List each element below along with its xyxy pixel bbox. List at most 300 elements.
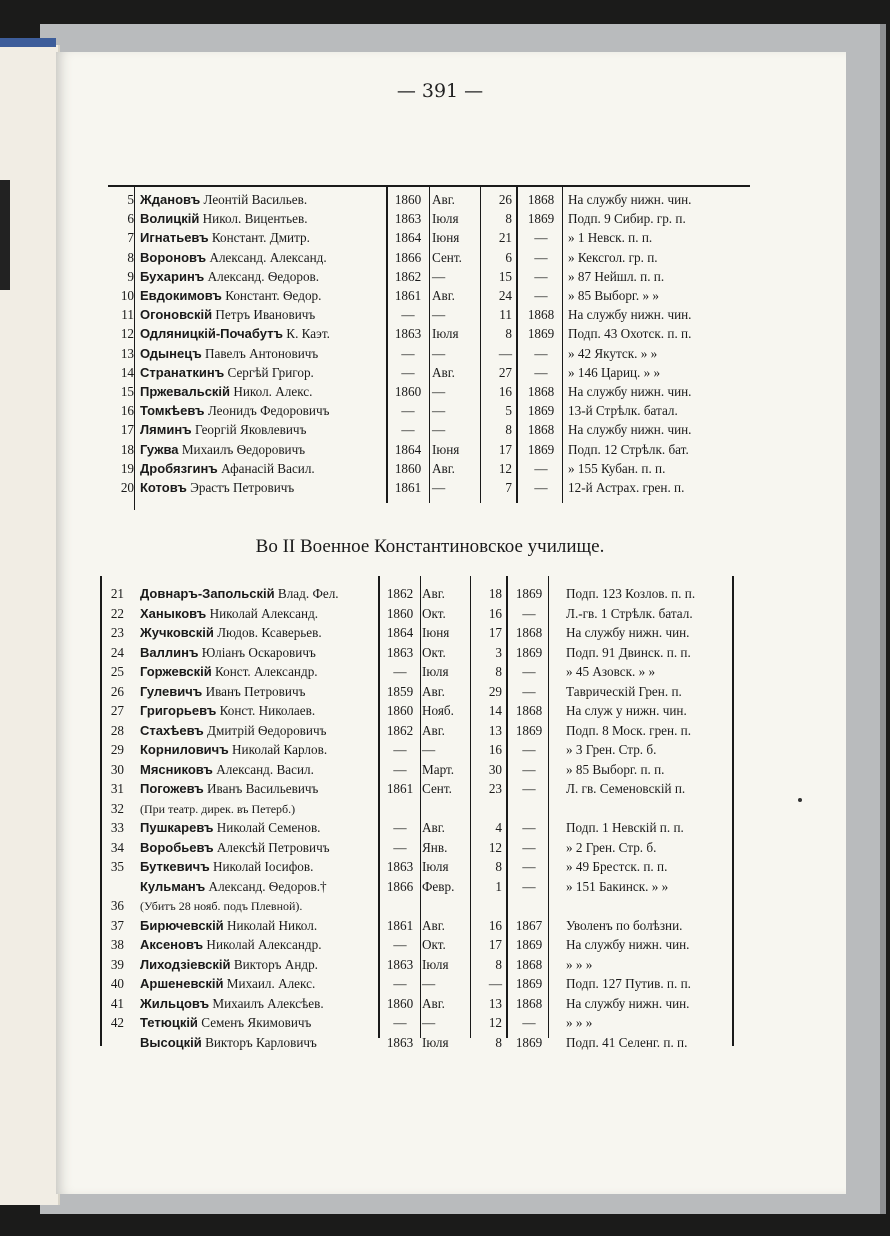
admission-day: 26 bbox=[498, 192, 512, 207]
assignment: Подп. 12 Стрѣлк. бат. bbox=[568, 441, 689, 457]
graduation-year: — bbox=[534, 460, 548, 476]
table-row bbox=[100, 228, 750, 247]
surname: Мясниковъ bbox=[140, 761, 213, 777]
birth-year: 1863 bbox=[386, 859, 414, 874]
surname: Григорьевъ bbox=[140, 703, 217, 718]
row-number: 19 bbox=[120, 460, 134, 476]
assignment: » 49 Брестск. п. п. bbox=[566, 859, 668, 874]
admission-month: Іюня bbox=[422, 625, 450, 640]
admission-month: Авг. bbox=[432, 364, 455, 380]
assignment: Л.-гв. 1 Стрѣлк. батал. bbox=[566, 605, 693, 621]
row-number: 22 bbox=[110, 605, 124, 621]
assignment: » » » bbox=[566, 1015, 593, 1030]
graduation-year: — bbox=[534, 230, 548, 246]
assignment: На службу нижн. чин. bbox=[568, 192, 692, 207]
graduation-year: 1869 bbox=[515, 937, 543, 952]
assignment: Подп. 127 Путив. п. п. bbox=[566, 976, 691, 991]
assignment: На службу нижн. чин. bbox=[566, 625, 690, 640]
row-number: 18 bbox=[120, 441, 134, 457]
given-names: Леонтій Васильев. bbox=[203, 192, 308, 207]
graduation-year: — bbox=[522, 1015, 536, 1030]
admission-day: 12 bbox=[488, 1015, 502, 1030]
assignment: 12-й Астрах. грен. п. bbox=[568, 480, 685, 495]
graduation-year: 1868 bbox=[515, 703, 543, 718]
given-names: Никол. Алекс. bbox=[233, 384, 313, 399]
assignment: На службу нижн. чин. bbox=[566, 995, 690, 1011]
cadet-table-1 bbox=[100, 185, 750, 510]
admission-day: 6 bbox=[505, 249, 512, 265]
admission-month: Февр. bbox=[422, 878, 455, 894]
cadet-table-2 bbox=[100, 576, 740, 1050]
admission-month: Авг. bbox=[432, 192, 455, 207]
surname: Котовъ bbox=[140, 480, 187, 495]
table-row bbox=[100, 190, 750, 209]
surname: Валлинъ bbox=[140, 644, 199, 660]
table-row bbox=[100, 324, 750, 343]
person-name bbox=[140, 248, 327, 267]
birth-year: — bbox=[393, 820, 407, 835]
table-row bbox=[100, 440, 750, 459]
given-names: Никол. Вицентьев. bbox=[202, 211, 308, 227]
admission-day: 1 bbox=[495, 878, 502, 894]
graduation-year: 1869 bbox=[527, 441, 555, 457]
person-name bbox=[140, 760, 314, 779]
graduation-year: 1868 bbox=[515, 995, 543, 1011]
assignment: » 45 Азовск. » » bbox=[566, 664, 656, 679]
row-number: 20 bbox=[120, 480, 134, 495]
surname: Странаткинъ bbox=[140, 364, 225, 380]
assignment: На службу нижн. чин. bbox=[566, 937, 690, 952]
admission-day: 7 bbox=[505, 480, 512, 495]
admission-month: Авг. bbox=[422, 995, 445, 1011]
admission-day: 16 bbox=[488, 917, 502, 933]
person-name bbox=[140, 877, 327, 896]
admission-day: 12 bbox=[498, 460, 512, 476]
birth-year: 1859 bbox=[386, 683, 414, 699]
admission-day: 21 bbox=[498, 230, 512, 246]
column-rule bbox=[429, 185, 430, 503]
assignment: Л. гв. Семеновскій п. bbox=[566, 781, 686, 796]
table-row bbox=[100, 363, 750, 382]
admission-day: 16 bbox=[488, 742, 502, 757]
row-number: 11 bbox=[121, 307, 134, 323]
section-title: Во II Военное Константиновское училище. bbox=[255, 536, 605, 557]
row-number: 13 bbox=[120, 345, 134, 361]
given-names: Александ. Александ. bbox=[209, 249, 327, 265]
admission-month: Сент. bbox=[432, 249, 462, 265]
row-number: 9 bbox=[127, 268, 134, 284]
table-row bbox=[100, 382, 750, 401]
graduation-year: 1868 bbox=[527, 422, 555, 438]
admission-month: Авг. bbox=[432, 288, 455, 303]
graduation-year: 1869 bbox=[515, 644, 543, 660]
graduation-year: 1869 bbox=[527, 403, 555, 419]
graduation-year: — bbox=[522, 742, 536, 757]
row-number: 8 bbox=[127, 249, 134, 265]
surname: Дробязгинъ bbox=[140, 460, 218, 476]
person-name bbox=[140, 420, 306, 439]
birth-year: 1861 bbox=[386, 781, 414, 796]
birth-year: — bbox=[401, 403, 415, 419]
row-number: 14 bbox=[120, 364, 134, 380]
graduation-year: — bbox=[522, 683, 536, 699]
row-number: 24 bbox=[110, 644, 124, 660]
column-rule bbox=[134, 185, 135, 510]
given-names: Николай Іосифов. bbox=[212, 859, 314, 874]
given-names: Юліанъ Оскаровичъ bbox=[201, 644, 316, 660]
admission-month: Авг. bbox=[422, 820, 445, 835]
graduation-year: — bbox=[522, 781, 536, 796]
person-name bbox=[140, 584, 339, 603]
admission-day: 12 bbox=[488, 839, 502, 855]
row-number: 36 bbox=[110, 898, 124, 913]
admission-month: Нояб. bbox=[422, 703, 454, 718]
surname: Аршеневскій bbox=[140, 976, 224, 991]
row-number: 30 bbox=[110, 761, 124, 777]
surname: Погожевъ bbox=[140, 781, 204, 796]
row-number: 41 bbox=[110, 995, 124, 1011]
surname: Пушкаревъ bbox=[140, 820, 214, 835]
row-number: 35 bbox=[110, 859, 124, 874]
birth-year: 1862 bbox=[386, 722, 414, 738]
column-rule bbox=[100, 576, 102, 1046]
given-names: Георгій Яковлевичъ bbox=[194, 422, 307, 438]
person-name bbox=[140, 267, 319, 286]
given-names: Михаилъ Алексѣев. bbox=[212, 995, 324, 1011]
admission-day: — bbox=[488, 976, 502, 991]
page-speck bbox=[798, 798, 802, 802]
admission-day: 24 bbox=[498, 288, 512, 303]
table-row bbox=[100, 209, 750, 228]
row-number: 6 bbox=[127, 211, 134, 227]
person-name bbox=[140, 440, 305, 459]
surname: Буткевичъ bbox=[140, 859, 210, 874]
row-number: 15 bbox=[120, 384, 134, 399]
assignment: » 85 Выборг. » » bbox=[568, 288, 659, 303]
surname: Горжевскій bbox=[140, 664, 212, 679]
page-number: — 391 — bbox=[396, 80, 484, 102]
assignment: » 3 Грен. Стр. б. bbox=[566, 742, 657, 757]
row-number: 39 bbox=[110, 956, 124, 972]
given-names: (При театр. дирек. въ Петерб.) bbox=[140, 801, 296, 816]
table-row bbox=[100, 305, 750, 324]
assignment: » 155 Кубан. п. п. bbox=[568, 460, 666, 476]
birth-year: — bbox=[393, 742, 407, 757]
row-number: 12 bbox=[120, 326, 134, 342]
given-names: Влад. Фел. bbox=[277, 586, 339, 601]
admission-day: 17 bbox=[488, 625, 502, 640]
assignment: Подп. 43 Охотск. п. п. bbox=[568, 326, 692, 342]
admission-month: Іюля bbox=[422, 664, 449, 679]
admission-day: 11 bbox=[499, 307, 512, 323]
given-names: Александ. Ѳедоров. bbox=[207, 268, 320, 284]
given-names: Николай Карлов. bbox=[232, 742, 328, 757]
column-rule bbox=[378, 576, 380, 1038]
row-number: 10 bbox=[120, 288, 134, 303]
person-name bbox=[140, 857, 313, 876]
admission-month: — bbox=[432, 422, 446, 438]
surname: Стахѣевъ bbox=[140, 722, 204, 738]
surname: Аксеновъ bbox=[140, 937, 204, 952]
admission-month: — bbox=[432, 403, 446, 419]
person-name bbox=[140, 623, 322, 642]
admission-day: 3 bbox=[495, 644, 502, 660]
graduation-year: 1869 bbox=[515, 722, 543, 738]
admission-day: 23 bbox=[488, 781, 502, 796]
person-name bbox=[140, 344, 318, 363]
given-names: Констант. Ѳедор. bbox=[225, 288, 322, 303]
person-name bbox=[140, 994, 324, 1013]
person-name bbox=[140, 916, 317, 935]
assignment: На службу нижн. чин. bbox=[568, 384, 692, 399]
given-names: Констант. Дмитр. bbox=[211, 230, 310, 246]
row-number: 40 bbox=[110, 976, 124, 991]
given-names: Леонидъ Федоровичъ bbox=[207, 403, 330, 419]
column-rule bbox=[386, 185, 388, 503]
row-number: 38 bbox=[110, 937, 124, 952]
admission-day: 16 bbox=[498, 384, 512, 399]
birth-year: 1861 bbox=[386, 917, 414, 933]
graduation-year: 1869 bbox=[527, 211, 555, 227]
person-name bbox=[140, 896, 302, 916]
assignment: Подп. 9 Сибир. гр. п. bbox=[568, 211, 686, 227]
assignment: » 42 Якутск. » » bbox=[568, 345, 658, 361]
admission-day: 4 bbox=[495, 820, 502, 835]
birth-year: — bbox=[401, 307, 415, 323]
given-names: Петръ Ивановичъ bbox=[215, 307, 316, 323]
given-names: Конст. Николаев. bbox=[219, 703, 316, 718]
admission-month: Авг. bbox=[422, 917, 445, 933]
person-name bbox=[140, 662, 318, 681]
birth-year: 1861 bbox=[394, 288, 422, 303]
left-page-mark bbox=[0, 180, 10, 290]
graduation-year: — bbox=[534, 288, 548, 303]
column-rule bbox=[562, 185, 563, 503]
admission-month: Сент. bbox=[422, 781, 452, 796]
surname: Высоцкій bbox=[140, 1034, 202, 1050]
admission-day: 13 bbox=[488, 995, 502, 1011]
given-names: Викторъ Андр. bbox=[233, 956, 318, 972]
birth-year: — bbox=[401, 364, 415, 380]
table-row bbox=[100, 459, 750, 478]
admission-month: — bbox=[432, 268, 446, 284]
admission-month: — bbox=[432, 480, 446, 495]
assignment: Уволенъ по болѣзни. bbox=[566, 917, 683, 933]
assignment: На службу нижн. чин. bbox=[568, 422, 692, 438]
given-names: Александ. Ѳедоров.† bbox=[208, 878, 327, 894]
graduation-year: — bbox=[522, 605, 536, 621]
person-name bbox=[140, 324, 330, 343]
surname: Воробьевъ bbox=[140, 839, 214, 855]
birth-year: 1860 bbox=[386, 605, 414, 621]
surname: Гужва bbox=[140, 441, 179, 457]
admission-day: 18 bbox=[488, 586, 502, 601]
birth-year: — bbox=[393, 1015, 407, 1030]
surname: Ляминъ bbox=[140, 422, 192, 438]
row-number: 25 bbox=[110, 664, 124, 679]
admission-month: — bbox=[432, 307, 446, 323]
row-number: 5 bbox=[127, 192, 134, 207]
person-name bbox=[140, 478, 294, 497]
birth-year: 1863 bbox=[394, 211, 422, 227]
graduation-year: — bbox=[522, 761, 536, 777]
given-names: Николай Никол. bbox=[226, 917, 318, 933]
assignment: Подп. 91 Двинск. п. п. bbox=[566, 644, 691, 660]
admission-day: 8 bbox=[495, 1034, 502, 1050]
row-number: 28 bbox=[110, 722, 124, 738]
assignment: Таврическій Грен. п. bbox=[566, 683, 682, 699]
admission-month: Авг. bbox=[422, 586, 445, 601]
given-names: Людов. Ксаверьев. bbox=[217, 625, 322, 640]
graduation-year: — bbox=[534, 249, 548, 265]
assignment: На службу нижн. чин. bbox=[568, 307, 692, 323]
birth-year: — bbox=[401, 345, 415, 361]
birth-year: 1862 bbox=[386, 586, 414, 601]
given-names: Конст. Александр. bbox=[215, 664, 318, 679]
admission-month: Март. bbox=[422, 761, 455, 777]
person-name bbox=[140, 955, 318, 974]
person-name bbox=[140, 305, 315, 324]
assignment: » 85 Выборг. п. п. bbox=[566, 761, 665, 777]
row-number: 21 bbox=[110, 586, 124, 601]
row-number: 37 bbox=[110, 917, 124, 933]
given-names: Михаилъ Ѳедоровичъ bbox=[181, 441, 306, 457]
row-number: 33 bbox=[110, 820, 124, 835]
admission-month: Авг. bbox=[422, 722, 445, 738]
admission-month: — bbox=[432, 384, 446, 399]
birth-year: 1866 bbox=[394, 249, 422, 265]
row-number: 31 bbox=[110, 781, 124, 796]
graduation-year: — bbox=[522, 859, 536, 874]
column-rule bbox=[506, 576, 508, 1038]
person-name bbox=[140, 838, 330, 857]
birth-year: 1860 bbox=[394, 192, 422, 207]
table-row bbox=[100, 248, 750, 267]
person-name bbox=[140, 974, 315, 993]
admission-day: 16 bbox=[488, 605, 502, 621]
person-name bbox=[140, 935, 322, 954]
surname: Довнаръ-Запольскій bbox=[140, 586, 275, 601]
graduation-year: — bbox=[534, 364, 548, 380]
admission-day: — bbox=[498, 345, 512, 361]
person-name bbox=[140, 643, 316, 662]
given-names: Николай Александ. bbox=[209, 605, 319, 621]
table-row bbox=[100, 286, 750, 305]
given-names: Сергѣй Григор. bbox=[227, 364, 314, 380]
given-names: Семенъ Якимовичъ bbox=[201, 1015, 312, 1030]
person-name bbox=[140, 209, 308, 228]
assignment: Подп. 1 Невскій п. п. bbox=[566, 820, 684, 835]
admission-day: 27 bbox=[498, 364, 512, 380]
row-number: 16 bbox=[120, 403, 134, 419]
given-names: К. Каэт. bbox=[286, 326, 330, 342]
row-number: 17 bbox=[120, 422, 134, 438]
birth-year: 1861 bbox=[394, 480, 422, 495]
person-name bbox=[140, 382, 312, 401]
admission-day: 8 bbox=[495, 664, 502, 679]
admission-month: Авг. bbox=[432, 460, 455, 476]
person-name bbox=[140, 740, 327, 759]
surname: Корниловичъ bbox=[140, 742, 229, 757]
admission-day: 8 bbox=[495, 859, 502, 874]
assignment: На служ у нижн. чин. bbox=[566, 703, 687, 718]
surname: Кульманъ bbox=[140, 878, 206, 894]
given-names: (Убитъ 28 нояб. подъ Плевной). bbox=[140, 899, 303, 913]
admission-day: 8 bbox=[495, 956, 502, 972]
given-names: Николай Александр. bbox=[206, 937, 322, 952]
surname: Жучковскій bbox=[140, 625, 214, 640]
birth-year: 1863 bbox=[386, 956, 414, 972]
graduation-year: 1869 bbox=[527, 326, 555, 342]
table-row bbox=[100, 420, 750, 439]
person-name bbox=[140, 459, 315, 478]
graduation-year: 1869 bbox=[515, 1034, 543, 1050]
graduation-year: 1867 bbox=[515, 917, 543, 933]
column-rule bbox=[548, 576, 549, 1038]
row-number: 26 bbox=[110, 683, 124, 699]
graduation-year: — bbox=[534, 345, 548, 361]
assignment: » 151 Бакинск. » » bbox=[566, 878, 669, 894]
birth-year: 1860 bbox=[386, 995, 414, 1011]
assignment: » 146 Цариц. » » bbox=[568, 364, 661, 380]
given-names: Дмитрій Ѳедоровичъ bbox=[207, 722, 327, 738]
assignment: » 87 Нейшл. п. п. bbox=[568, 268, 665, 284]
birth-year: 1864 bbox=[386, 625, 414, 640]
surname: Ханыковъ bbox=[140, 605, 207, 621]
admission-day: 13 bbox=[488, 722, 502, 738]
assignment: » Кексгол. гр. п. bbox=[568, 249, 658, 265]
column-rule bbox=[480, 185, 481, 503]
column-rule bbox=[732, 576, 734, 1046]
admission-month: Іюля bbox=[422, 859, 449, 874]
admission-month: Янв. bbox=[422, 839, 448, 855]
admission-month: — bbox=[422, 742, 436, 757]
admission-day: 29 bbox=[488, 683, 502, 699]
assignment: 13-й Стрѣлк. батал. bbox=[568, 403, 678, 419]
graduation-year: — bbox=[534, 268, 548, 284]
graduation-year: 1868 bbox=[527, 384, 555, 399]
surname: Бухаринъ bbox=[140, 268, 205, 284]
given-names: Николай Семенов. bbox=[216, 820, 321, 835]
given-names: Викторъ Карловичъ bbox=[205, 1034, 317, 1050]
row-number: 42 bbox=[110, 1015, 124, 1030]
admission-day: 15 bbox=[498, 268, 512, 284]
surname: Тетюцкій bbox=[140, 1015, 198, 1030]
admission-day: 8 bbox=[505, 211, 512, 227]
admission-month: — bbox=[422, 1015, 436, 1030]
surname: Одляницкій-Почабутъ bbox=[140, 326, 283, 342]
surname: Томкѣевъ bbox=[140, 403, 205, 419]
given-names: Павелъ Антоновичъ bbox=[205, 345, 319, 361]
birth-year: — bbox=[401, 422, 415, 438]
table-row bbox=[100, 344, 750, 363]
given-names: Алексѣй Петровичъ bbox=[216, 839, 330, 855]
row-number: 29 bbox=[110, 742, 124, 757]
birth-year: — bbox=[393, 937, 407, 952]
birth-year: 1864 bbox=[394, 441, 422, 457]
birth-year: 1860 bbox=[394, 384, 422, 399]
person-name bbox=[140, 682, 305, 701]
given-names: Михаил. Алекс. bbox=[226, 976, 316, 991]
birth-year: 1862 bbox=[394, 268, 422, 284]
row-number: 34 bbox=[110, 839, 124, 855]
birth-year: 1860 bbox=[394, 460, 422, 476]
admission-day: 30 bbox=[488, 761, 502, 777]
admission-month: Іюля bbox=[422, 956, 449, 972]
admission-month: — bbox=[422, 976, 436, 991]
assignment: » 2 Грен. Стр. б. bbox=[566, 839, 657, 855]
surname: Евдокимовъ bbox=[140, 288, 222, 303]
